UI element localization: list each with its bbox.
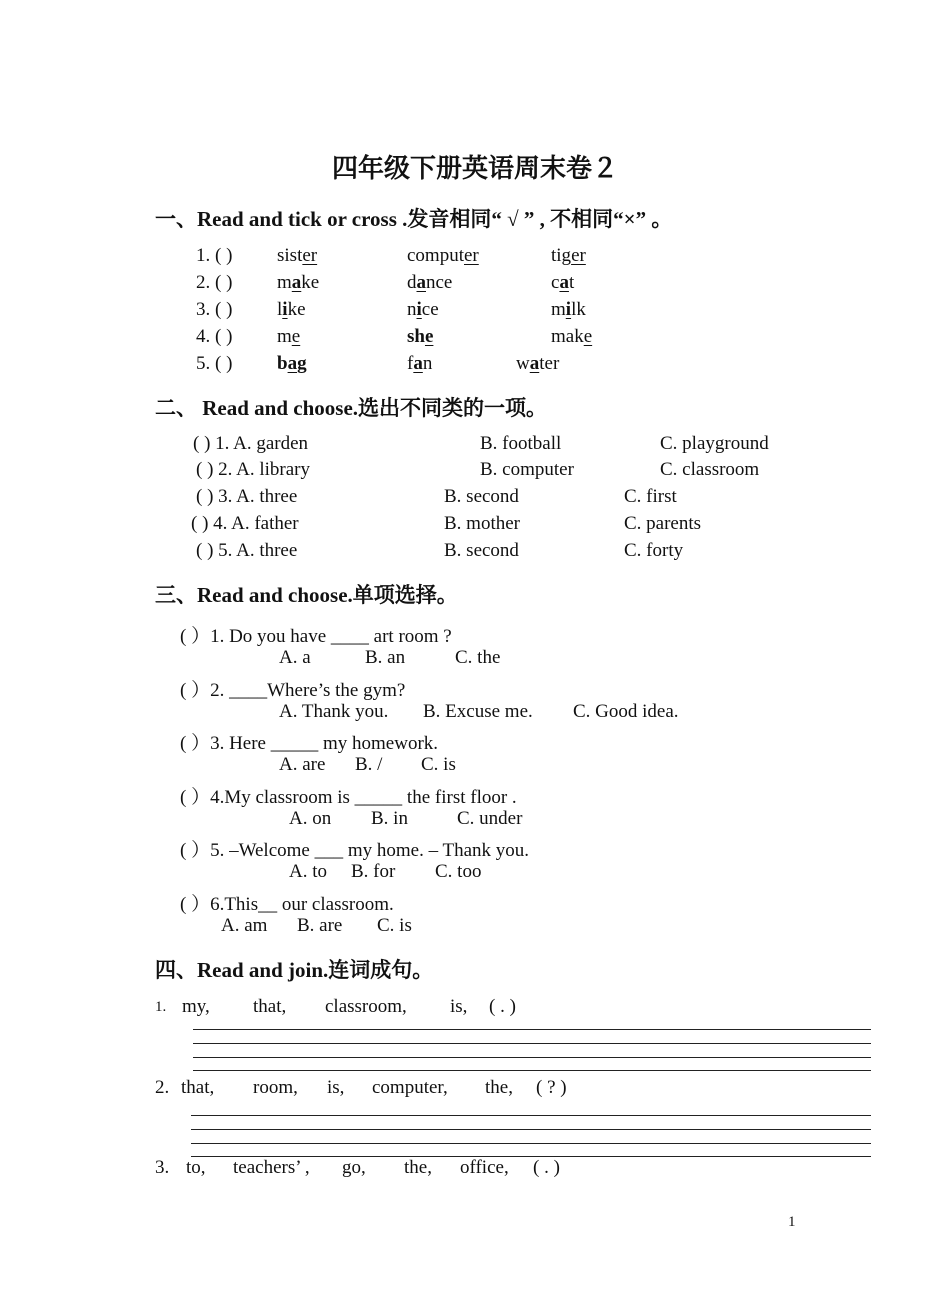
section-2-heading: 二、 Read and choose.选出不同类的一项。 xyxy=(155,396,548,420)
section-1-heading: 一、Read and tick or cross .发音相同“ √ ” , 不相同“×” 。 xyxy=(155,207,673,231)
s1-word-target-sound: a xyxy=(529,353,540,374)
s3-q6-option-b: B. are xyxy=(297,915,343,936)
s1-word-target-sound: e xyxy=(583,326,593,347)
s1-word-target-sound: a xyxy=(559,272,569,293)
s1-word xyxy=(516,353,559,375)
s2-item-1-option-c: C. playground xyxy=(660,433,769,454)
s3-q2-option-a: A. Thank you. xyxy=(279,701,389,722)
s1-word-target-sound: a xyxy=(413,353,423,374)
s1-word-target-sound: a xyxy=(287,353,298,374)
answer-line[interactable] xyxy=(191,1129,871,1130)
s1-word-suffix: t xyxy=(568,272,575,293)
section-3-heading: 三、Read and choose.单项选择。 xyxy=(155,583,458,607)
s1-word xyxy=(551,245,586,267)
s1-row-number: 4. ( ) xyxy=(196,326,233,347)
s1-word-prefix: b xyxy=(277,353,288,374)
s1-word-prefix: w xyxy=(516,353,530,374)
s3-question-1: ( ）1. Do you have ____ art room ? xyxy=(180,626,452,647)
s1-word-target-sound: e xyxy=(291,326,301,347)
s1-word-prefix: sh xyxy=(407,326,425,347)
s1-word-prefix: sist xyxy=(277,245,303,266)
s3-q3-option-c: C. is xyxy=(421,754,456,775)
s1-row-number: 1. ( ) xyxy=(196,245,233,266)
s1-word-prefix: c xyxy=(551,272,560,293)
s1-word xyxy=(277,353,307,375)
s1-word xyxy=(277,326,300,348)
s1-word xyxy=(277,299,306,321)
s4-item-2-word: that, xyxy=(181,1077,215,1098)
s1-word-suffix: ter xyxy=(539,353,560,374)
s3-q2-option-b: B. Excuse me. xyxy=(423,701,533,722)
s1-word-prefix: l xyxy=(277,299,283,320)
s1-word-prefix: m xyxy=(277,272,292,293)
s1-word-target-sound: er xyxy=(571,245,586,266)
s3-q5-option-b: B. for xyxy=(351,861,396,882)
s2-item-5-option-b: B. second xyxy=(444,540,519,561)
s2-item-5-prompt: ( ) 5. A. three xyxy=(196,540,298,561)
answer-line[interactable] xyxy=(191,1143,871,1144)
s1-row-number: 5. ( ) xyxy=(196,353,233,374)
s3-q4-option-b: B. in xyxy=(371,808,408,829)
s1-word-suffix: ke xyxy=(301,272,320,293)
s4-item-3-number: 3. xyxy=(155,1157,170,1178)
s1-word-suffix: nce xyxy=(426,272,453,293)
s4-item-2-word: room, xyxy=(253,1077,298,1098)
s1-word-prefix: d xyxy=(407,272,417,293)
s3-q3-option-b: B. / xyxy=(355,754,383,775)
s4-item-1-word: my, xyxy=(182,996,210,1017)
s2-item-3-option-b: B. second xyxy=(444,486,519,507)
s4-item-2-number: 2. xyxy=(155,1077,170,1098)
s1-row-number: 3. ( ) xyxy=(196,299,233,320)
s3-q4-option-a: A. on xyxy=(289,808,332,829)
s2-item-4-option-b: B. mother xyxy=(444,513,520,534)
s4-item-1-word: ( . ) xyxy=(489,996,516,1017)
s1-word xyxy=(551,326,592,348)
s2-item-1-prompt: ( ) 1. A. garden xyxy=(193,433,309,454)
s1-word-target-sound: e xyxy=(424,326,434,347)
s3-q6-option-c: C. is xyxy=(377,915,412,936)
s1-word-prefix: m xyxy=(551,299,566,320)
answer-line[interactable] xyxy=(193,1029,871,1030)
s4-item-3-word: teachers’ , xyxy=(233,1157,310,1178)
s1-word xyxy=(551,299,586,321)
s1-word-target-sound: a xyxy=(291,272,302,293)
s2-item-3-option-c: C. first xyxy=(624,486,677,507)
s4-item-1-number: 1. xyxy=(155,999,167,1015)
s1-word-target-sound: i xyxy=(282,299,288,320)
s1-word-target-sound: a xyxy=(416,272,426,293)
s1-row-number: 2. ( ) xyxy=(196,272,233,293)
s2-item-2-option-c: C. classroom xyxy=(660,459,760,480)
answer-line[interactable] xyxy=(191,1115,871,1116)
s3-question-6: ( ）6.This__ our classroom. xyxy=(180,894,394,915)
s1-word xyxy=(407,353,432,375)
s1-word-prefix: tig xyxy=(551,245,572,266)
s3-q3-option-a: A. are xyxy=(279,754,326,775)
s2-item-3-prompt: ( ) 3. A. three xyxy=(196,486,298,507)
s2-item-1-option-b: B. football xyxy=(480,433,562,454)
s4-item-3-word: the, xyxy=(404,1157,432,1178)
s1-word-suffix: lk xyxy=(571,299,586,320)
s1-word-prefix: mak xyxy=(551,326,584,347)
s1-word-suffix: ce xyxy=(421,299,439,320)
s1-word xyxy=(407,272,452,294)
worksheet-title: 四年级下册英语周末卷２ xyxy=(331,154,618,183)
s3-q4-option-c: C. under xyxy=(457,808,523,829)
s2-item-4-prompt: ( ) 4. A. father xyxy=(191,513,299,534)
s4-item-3-word: to, xyxy=(186,1157,206,1178)
s4-item-1-word: classroom, xyxy=(325,996,407,1017)
s4-item-2-word: is, xyxy=(327,1077,345,1098)
answer-line[interactable] xyxy=(193,1070,871,1071)
s3-q5-option-c: C. too xyxy=(435,861,482,882)
s1-word xyxy=(407,245,479,267)
s4-item-2-word: computer, xyxy=(372,1077,448,1098)
s4-item-1-word: is, xyxy=(450,996,468,1017)
s3-q2-option-c: C. Good idea. xyxy=(573,701,679,722)
s1-word-target-sound: i xyxy=(416,299,422,320)
s1-word xyxy=(407,299,439,321)
section-4-heading: 四、Read and join.连词成句。 xyxy=(155,958,434,982)
answer-line[interactable] xyxy=(193,1057,871,1058)
s1-word-target-sound: i xyxy=(565,299,572,320)
s4-item-3-word: ( . ) xyxy=(533,1157,560,1178)
s1-word-suffix: n xyxy=(422,353,433,374)
s1-word-prefix: comput xyxy=(407,245,464,266)
s3-q1-option-b: B. an xyxy=(365,647,406,668)
s3-q1-option-a: A. a xyxy=(279,647,311,668)
s1-word-suffix: g xyxy=(297,353,307,374)
s3-question-4: ( ）4.My classroom is _____ the first floor . xyxy=(180,787,517,808)
s2-item-2-prompt: ( ) 2. A. library xyxy=(196,459,310,480)
s1-word xyxy=(277,272,319,294)
s1-word-suffix: ke xyxy=(287,299,306,320)
page-number: 1 xyxy=(788,1214,796,1230)
s3-q5-option-a: A. to xyxy=(289,861,327,882)
s1-word xyxy=(277,245,317,267)
s1-word-target-sound: er xyxy=(464,245,479,266)
s4-item-2-word: ( ? ) xyxy=(536,1077,567,1098)
s4-item-3-word: go, xyxy=(342,1157,366,1178)
s4-item-2-word: the, xyxy=(485,1077,513,1098)
s1-word-target-sound: er xyxy=(302,245,318,266)
s1-word-prefix: m xyxy=(277,326,292,347)
s1-word-prefix: f xyxy=(407,353,414,374)
s3-question-2: ( ）2. ____Where’s the gym? xyxy=(180,680,406,701)
s2-item-2-option-b: B. computer xyxy=(480,459,574,480)
s4-item-3-word: office, xyxy=(460,1157,509,1178)
s3-question-5: ( ）5. –Welcome ___ my home. – Thank you. xyxy=(180,840,530,861)
s3-q6-option-a: A. am xyxy=(221,915,268,936)
s3-q1-option-c: C. the xyxy=(455,647,501,668)
answer-line[interactable] xyxy=(193,1043,871,1044)
s1-word xyxy=(551,272,574,294)
s2-item-4-option-c: C. parents xyxy=(624,513,702,534)
s4-item-1-word: that, xyxy=(253,996,287,1017)
s3-question-3: ( ）3. Here _____ my homework. xyxy=(180,733,439,754)
s1-word-prefix: n xyxy=(407,299,417,320)
s2-item-5-option-c: C. forty xyxy=(624,540,684,561)
s1-word xyxy=(407,326,433,348)
